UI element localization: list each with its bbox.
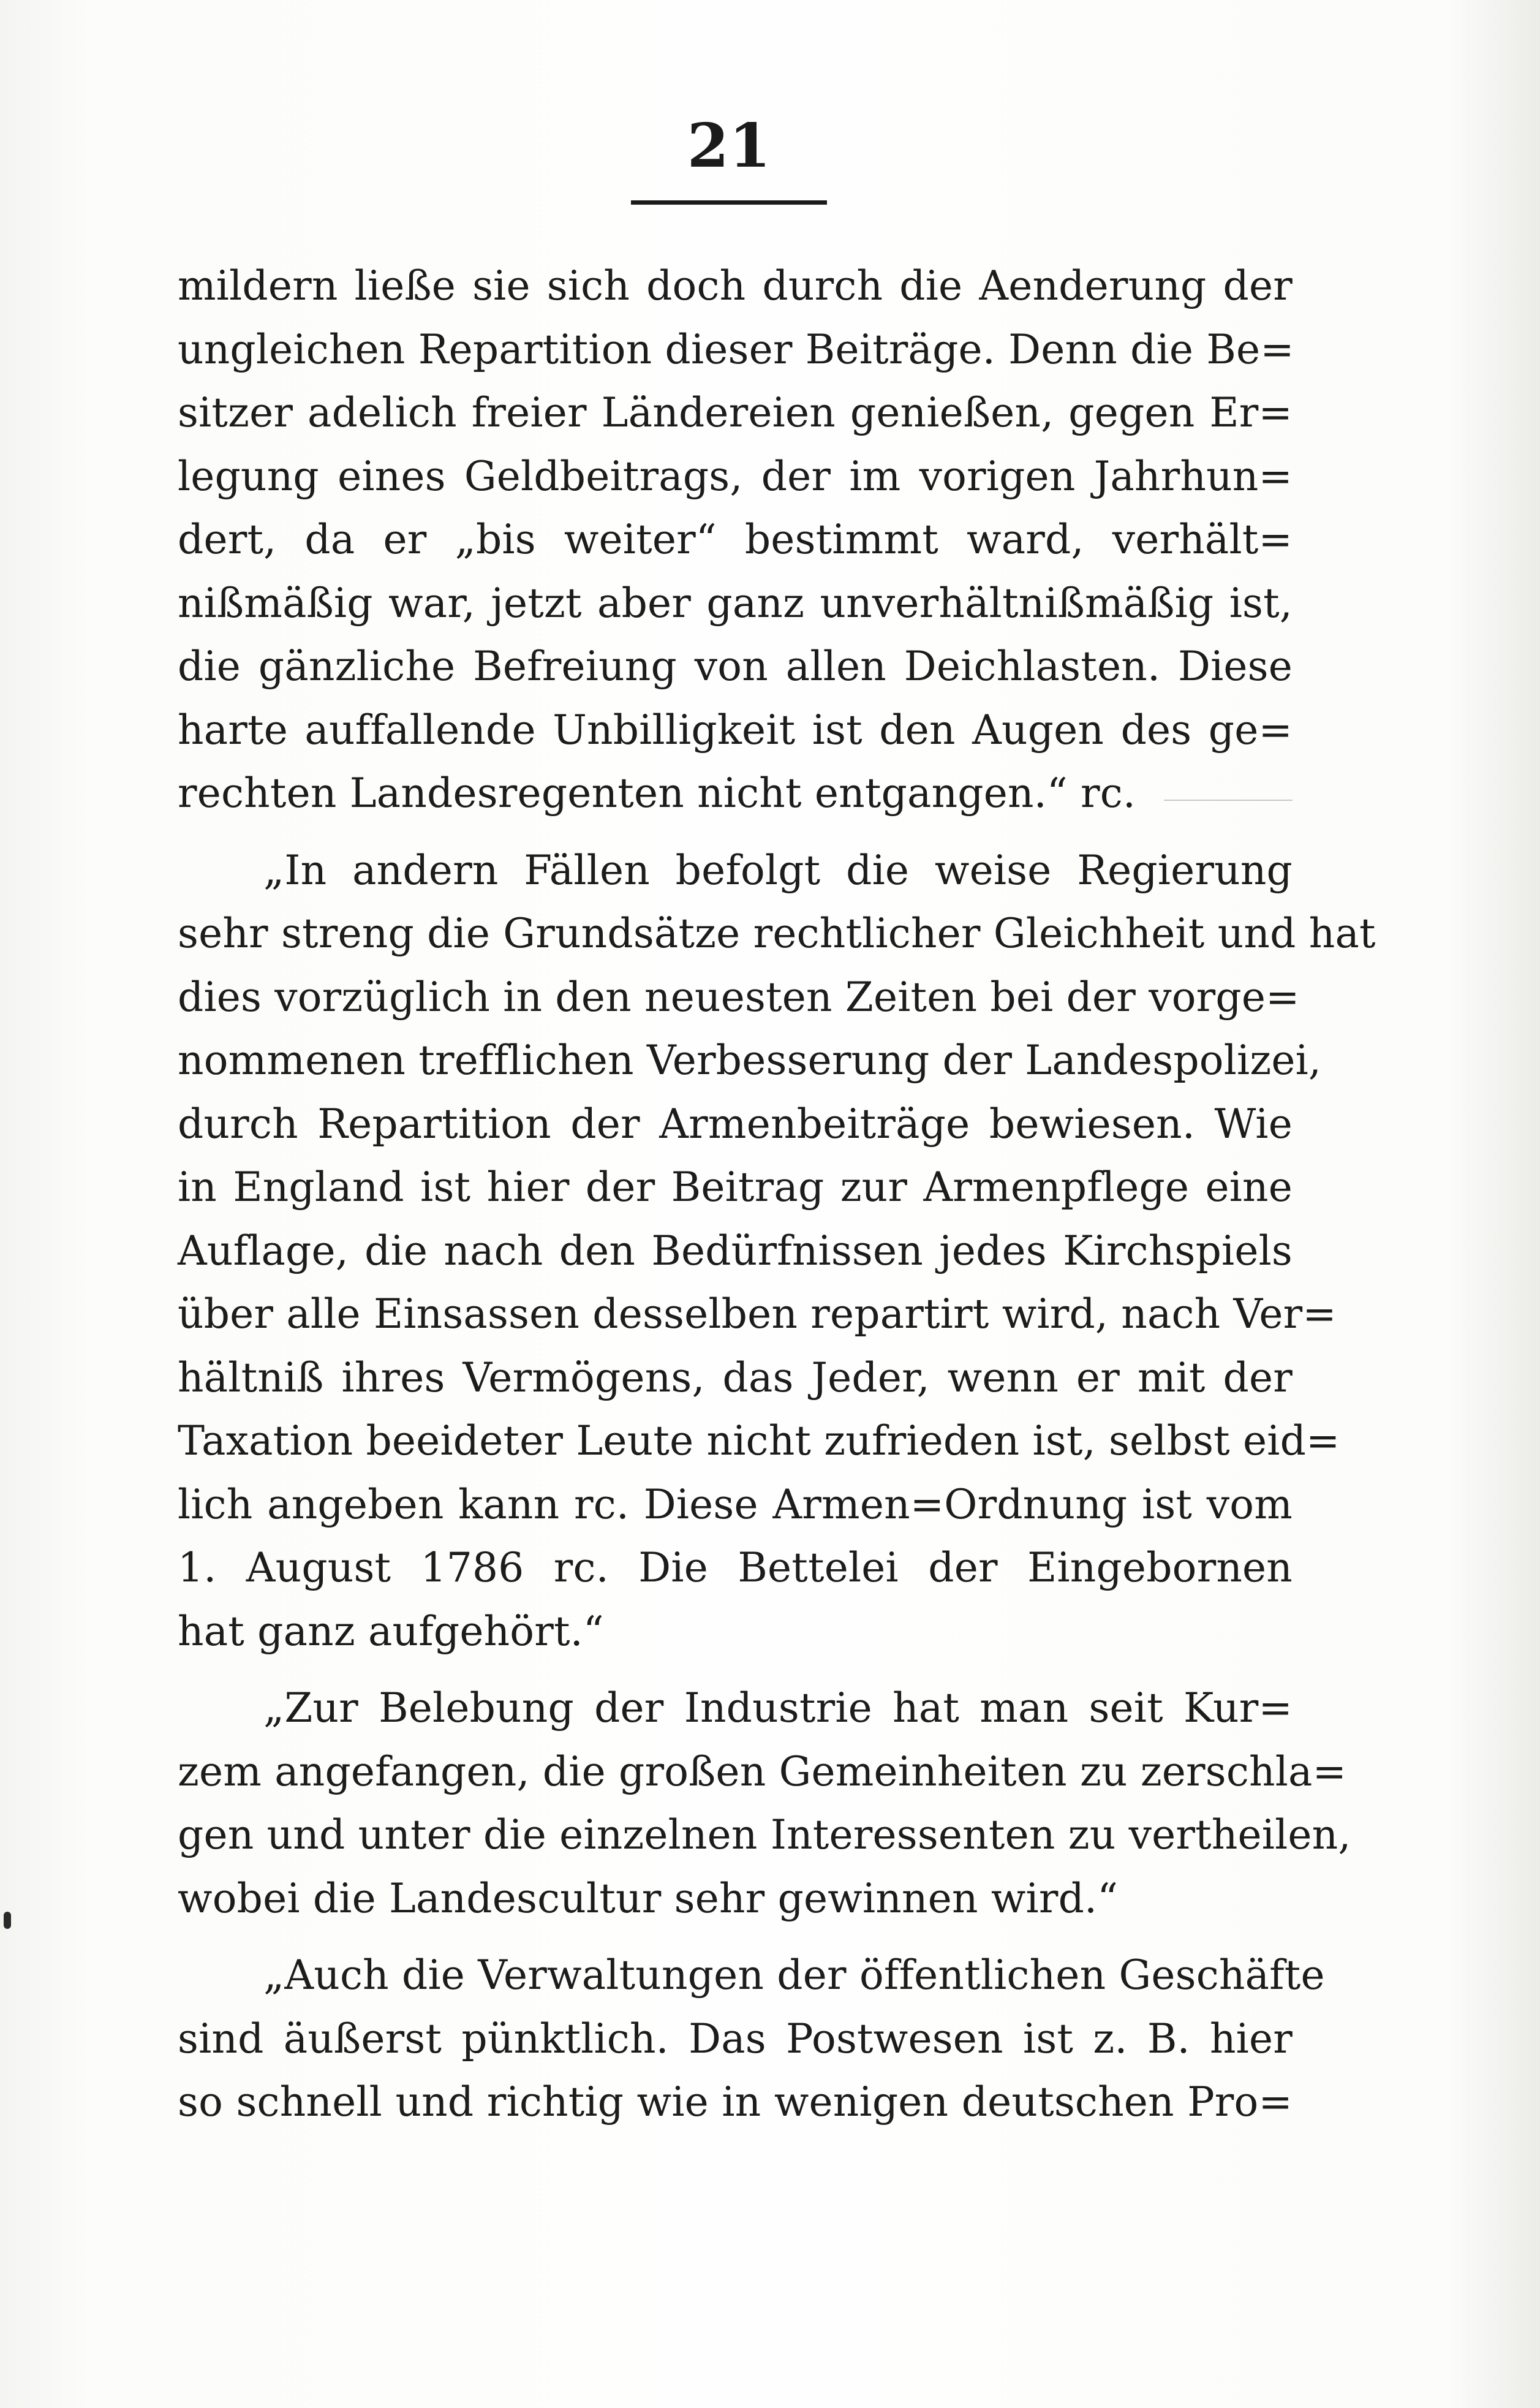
text-line: rechten Landesregenten nicht entgangen.“ rc. — [178, 770, 1136, 817]
page-edge-mark — [4, 1912, 11, 1929]
text-line: Auflage, die nach den Bedürfnissen jedes Kirchspiels — [178, 1227, 1293, 1274]
text-line: sehr streng die Grundsätze rechtlicher Gleichheit und hat — [178, 910, 1376, 957]
text-line: durch Repartition der Armenbeiträge bewiesen. Wie — [178, 1100, 1293, 1148]
header-rule — [631, 200, 827, 205]
text-line: sind äußerst pünktlich. Das Postwesen ist z. B. hier — [178, 2015, 1293, 2062]
text-line: so schnell und richtig wie in wenigen deutschen Pro= — [178, 2078, 1293, 2126]
paragraph-gap — [178, 1930, 1293, 1944]
text-line: die gänzliche Befreiung von allen Deichlasten. Diese — [178, 643, 1293, 690]
page-number: 21 — [687, 111, 771, 181]
text-line: hat ganz aufgehört.“ — [178, 1607, 604, 1655]
text-line: dies vorzüglich in den neuesten Zeiten bei der vorge= — [178, 973, 1300, 1021]
text-line: ungleichen Repartition dieser Beiträge. Denn die Be= — [178, 325, 1294, 373]
text-line: zem angefangen, die großen Gemeinheiten zu zerschla= — [178, 1747, 1347, 1795]
text-line: 1. August 1786 rc. Die Bettelei der Eingebornen — [178, 1544, 1293, 1591]
text-line: über alle Einsassen desselben repartirt wird, nach Ver= — [178, 1290, 1337, 1338]
text-line: sitzer adelich freier Ländereien genießen, gegen Er= — [178, 389, 1293, 436]
text-line: lich angeben kann rc. Diese Armen=Ordnung ist vom — [178, 1480, 1293, 1528]
text-line: mildern ließe sie sich doch durch die Aenderung der — [178, 262, 1293, 309]
body-text — [178, 254, 1376, 2134]
text-line: nommenen trefflichen Verbesserung der Landespolizei, — [178, 1037, 1322, 1084]
text-line: in England ist hier der Beitrag zur Armenpflege eine — [178, 1164, 1293, 1211]
paragraph-3 — [178, 1676, 1351, 1930]
text-line: hältniß ihres Vermögens, das Jeder, wenn er mit der — [178, 1354, 1293, 1401]
text-line: „Auch die Verwaltungen der öffentlichen Geschäfte — [263, 1952, 1325, 1999]
text-line: wobei die Landescultur sehr gewinnen wird.“ — [178, 1874, 1119, 1922]
paragraph-4 — [178, 1944, 1325, 2134]
text-line: Taxation beeideter Leute nicht zufrieden ist, selbst eid= — [178, 1417, 1340, 1464]
text-line: „Zur Belebung der Industrie hat man seit Kur= — [263, 1684, 1293, 1732]
text-line: harte auffallende Unbilligkeit ist den Augen des ge= — [178, 706, 1293, 754]
text-line: legung eines Geldbeitrags, der im vorigen Jahrhun= — [178, 452, 1293, 500]
text-line: nißmäßig war, jetzt aber ganz unverhältnißmäßig ist, — [178, 579, 1293, 627]
text-line: gen und unter die einzelnen Interessenten zu vertheilen, — [178, 1811, 1351, 1858]
paragraph-1 — [178, 254, 1293, 825]
text-line: dert, da er „bis weiter“ bestimmt ward, verhält= — [178, 516, 1293, 563]
paragraph-2 — [178, 839, 1376, 1664]
paragraph-gap — [178, 1663, 1293, 1676]
paragraph-gap — [178, 825, 1293, 839]
text-line: „In andern Fällen befolgt die weise Regierung — [263, 846, 1293, 894]
